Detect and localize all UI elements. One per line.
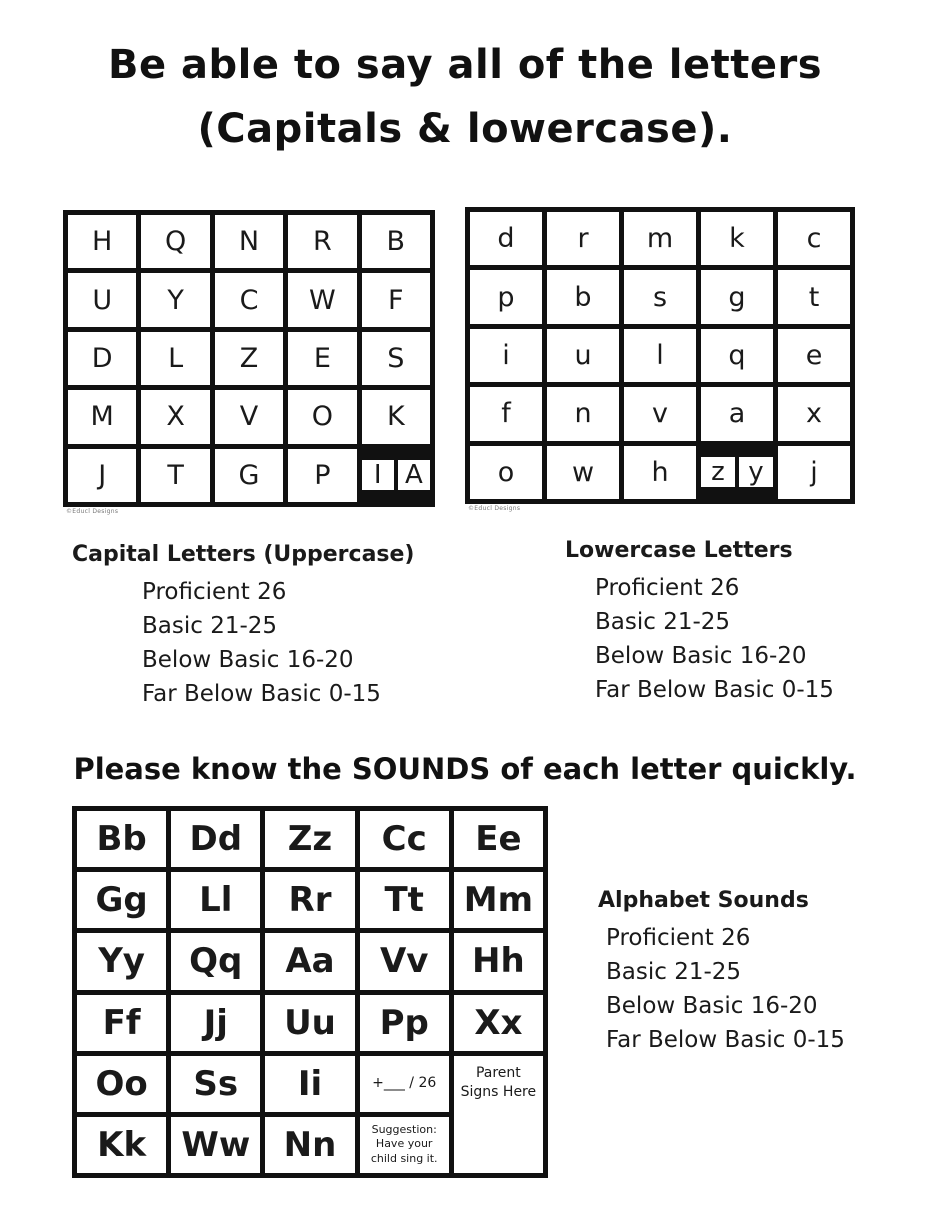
capital-grid-credit: ©Educl Designs [66,508,119,515]
capital-letters-grid [63,210,435,507]
scale-row: Basic 21-25 [606,959,742,985]
letter-cell: r [547,212,619,265]
sound-cell: Ww [171,1117,260,1173]
sound-cell: Pp [360,995,449,1051]
sound-cell: Qq [171,933,260,989]
letter-cell: k [701,212,773,265]
letter-cell: H [68,215,136,268]
scale-row: Below Basic 16-20 [142,647,354,673]
letter-cell: x [778,387,850,440]
letter-cell: t [778,270,850,323]
letter-cell: I [362,460,394,490]
letter-cell: d [470,212,542,265]
capital-letters-scale [72,542,414,711]
page-title-line-2: (Capitals & lowercase). [197,106,733,152]
letter-cell: J [68,449,136,502]
sound-cell: Bb [77,811,166,867]
sound-cell: Oo [77,1056,166,1112]
letter-cell: Y [141,273,209,326]
scale-row: Far Below Basic 0-15 [595,677,834,703]
letter-cell: Z [215,332,283,385]
letter-cell: Q [141,215,209,268]
letter-cell: W [288,273,356,326]
letter-cell: O [288,390,356,443]
sound-cell: Gg [77,872,166,928]
letter-cell: L [141,332,209,385]
letter-cell: n [547,387,619,440]
letter-cell: N [215,215,283,268]
letter-cell: s [624,270,696,323]
letter-cell: e [778,329,850,382]
sound-cell: Tt [360,872,449,928]
letter-cell: F [362,273,430,326]
sound-cell: Vv [360,933,449,989]
letter-cell: w [547,446,619,499]
split-letter-cell [701,446,773,499]
sound-cell: Ii [265,1056,354,1112]
scale-row: Basic 21-25 [142,613,278,639]
sound-cell: Hh [454,933,543,989]
sound-cell: Ll [171,872,260,928]
letter-cell: l [624,329,696,382]
letter-cell: a [701,387,773,440]
parent-signature-box[interactable]: Parent Signs Here [454,1056,543,1173]
scale-row: Proficient 26 [142,579,287,605]
letter-cell: p [470,270,542,323]
letter-cell: E [288,332,356,385]
letter-cell: V [215,390,283,443]
letter-cell: y [739,457,773,487]
split-letter-cell [362,449,430,502]
lowercase-letters-scale [565,538,834,707]
scale-row: Far Below Basic 0-15 [142,681,381,707]
scale-row: Proficient 26 [606,925,751,951]
sound-cell: Aa [265,933,354,989]
letter-cell: X [141,390,209,443]
sound-cell: Cc [360,811,449,867]
alphabet-sounds-scale [598,888,845,1057]
sound-cell: Ss [171,1056,260,1112]
letter-cell: M [68,390,136,443]
letter-cell: R [288,215,356,268]
scale-heading: Capital Letters (Uppercase) [72,542,415,567]
scale-row: Below Basic 16-20 [595,643,807,669]
scale-row: Basic 21-25 [595,609,731,635]
page-title-line-1: Be able to say all of the letters [107,42,823,88]
sound-cell: Uu [265,995,354,1051]
sound-cell: Jj [171,995,260,1051]
lowercase-letters-grid [465,207,855,504]
letter-cell: T [141,449,209,502]
score-box: +___ / 26 [360,1056,449,1112]
sounds-title: Please know the SOUNDS of each letter quickly. [73,752,857,786]
letter-cell: G [215,449,283,502]
letter-cell: C [215,273,283,326]
letter-cell: U [68,273,136,326]
letter-cell: f [470,387,542,440]
letter-cell: D [68,332,136,385]
sound-cell: Mm [454,872,543,928]
sound-cell: Kk [77,1117,166,1173]
letter-cell: A [398,460,430,490]
letter-cell: B [362,215,430,268]
letter-cell: v [624,387,696,440]
scale-heading: Lowercase Letters [565,538,793,563]
letter-cell: u [547,329,619,382]
letter-cell: j [778,446,850,499]
scale-row: Proficient 26 [595,575,740,601]
sound-cell: Ee [454,811,543,867]
letter-cell: g [701,270,773,323]
letter-cell: i [470,329,542,382]
lowercase-grid-credit: ©Educl Designs [468,505,521,512]
letter-cell: z [701,457,735,487]
letter-cell: o [470,446,542,499]
sound-cell: Xx [454,995,543,1051]
letter-cell: P [288,449,356,502]
sound-cell: Yy [77,933,166,989]
sound-cell: Nn [265,1117,354,1173]
letter-cell: h [624,446,696,499]
scale-row: Far Below Basic 0-15 [606,1027,845,1053]
scale-heading: Alphabet Sounds [598,888,809,913]
letter-cell: q [701,329,773,382]
letter-cell: m [624,212,696,265]
sound-cell: Zz [265,811,354,867]
letter-cell: K [362,390,430,443]
letter-cell: S [362,332,430,385]
scale-row: Below Basic 16-20 [606,993,818,1019]
letter-cell: c [778,212,850,265]
letter-cell: b [547,270,619,323]
alphabet-sounds-grid [72,806,548,1178]
sound-cell: Rr [265,872,354,928]
sound-cell: Ff [77,995,166,1051]
suggestion-box: Suggestion: Have your child sing it. [360,1117,449,1173]
sound-cell: Dd [171,811,260,867]
